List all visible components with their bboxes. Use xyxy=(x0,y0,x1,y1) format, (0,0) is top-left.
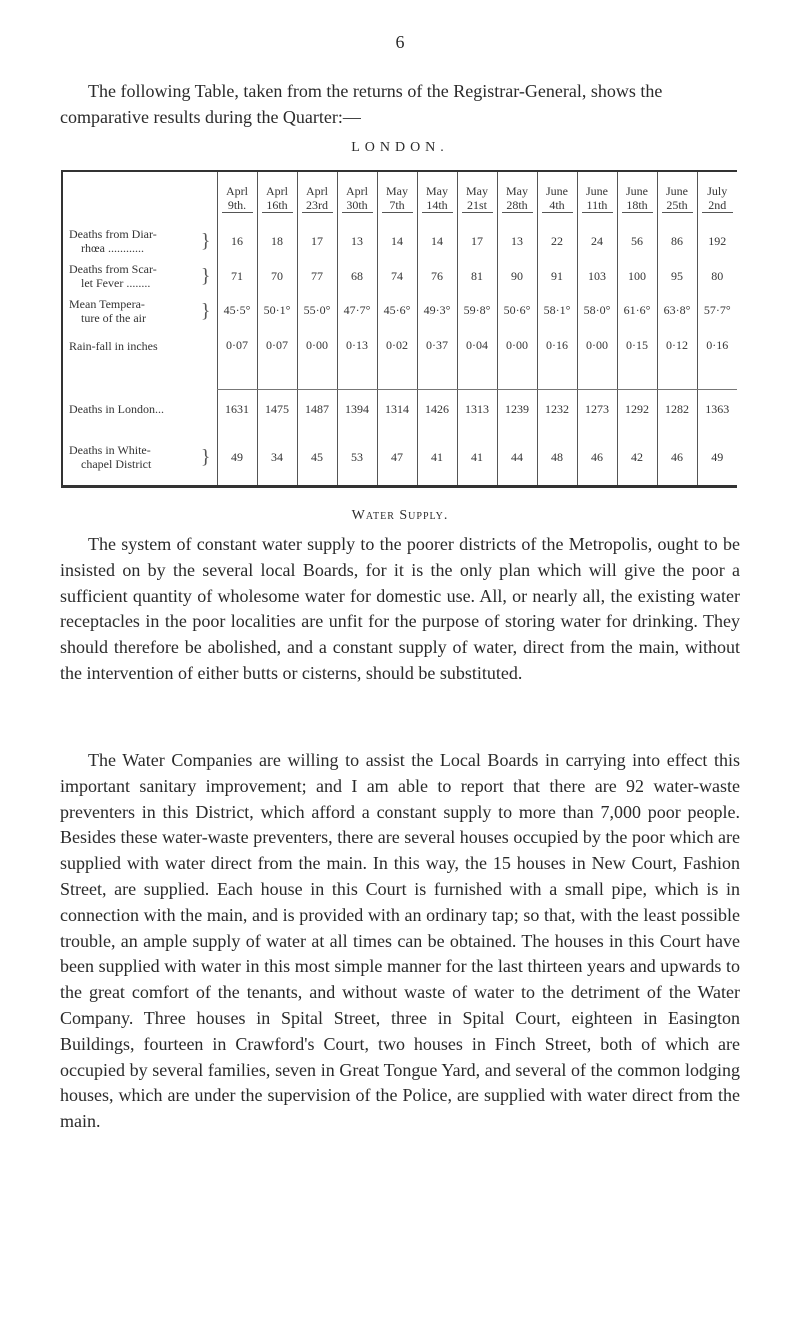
table-cell: 68 xyxy=(337,259,377,294)
table-cell: 1282 xyxy=(657,389,697,429)
table-cell: 1394 xyxy=(337,389,377,429)
spacer-cell xyxy=(497,363,537,389)
spacer-cell xyxy=(697,363,737,389)
table-cell: 63·8° xyxy=(657,294,697,329)
table-cell: 81 xyxy=(457,259,497,294)
column-header-day: 25th xyxy=(662,198,693,213)
table-cell: 34 xyxy=(257,429,297,485)
statistics-table-frame xyxy=(61,170,737,488)
column-header xyxy=(537,172,577,224)
column-header-day: 16th xyxy=(262,198,293,213)
table-cell: 49·3° xyxy=(417,294,457,329)
column-header xyxy=(377,172,417,224)
table-cell: 0·37 xyxy=(417,328,457,363)
spacer-cell xyxy=(377,363,417,389)
table-cell: 61·6° xyxy=(617,294,657,329)
table-cell: 41 xyxy=(417,429,457,485)
table-cell: 80 xyxy=(697,259,737,294)
spacer-cell xyxy=(617,363,657,389)
table-row-london xyxy=(63,389,737,429)
column-header-day: 21st xyxy=(462,198,493,213)
row-label-line: Deaths from Diar- xyxy=(69,227,157,242)
table-cell: 24 xyxy=(577,224,617,259)
column-header-month: May xyxy=(386,183,408,198)
page-number: 6 xyxy=(395,32,405,52)
row-label-line: Deaths in London... xyxy=(69,402,164,417)
intro-paragraph: The following Table, taken from the returns of the Registrar-General, shows the comparative results during the Quarter:— xyxy=(60,81,663,127)
spacer-cell xyxy=(63,363,217,389)
table-row xyxy=(63,294,737,329)
table-cell: 0·13 xyxy=(337,328,377,363)
table-cell: 46 xyxy=(657,429,697,485)
table-cell: 71 xyxy=(217,259,257,294)
column-header-day: 4th xyxy=(542,198,573,213)
row-label-line: Rain-fall in inches xyxy=(69,338,158,353)
column-header-month: June xyxy=(546,183,568,198)
table-body xyxy=(63,224,737,485)
column-header-month: Aprl xyxy=(266,183,288,198)
table-cell: 18 xyxy=(257,224,297,259)
row-label-line: Mean Tempera- xyxy=(69,296,145,311)
brace-icon: } xyxy=(200,299,211,322)
table-cell: 47 xyxy=(377,429,417,485)
column-header-month: June xyxy=(666,183,688,198)
table-cell: 22 xyxy=(537,224,577,259)
table-cell: 0·16 xyxy=(537,328,577,363)
table-cell: 86 xyxy=(657,224,697,259)
table-cell: 59·8° xyxy=(457,294,497,329)
table-cell: 0·07 xyxy=(217,328,257,363)
table-cell: 0·16 xyxy=(697,328,737,363)
column-header-month: Aprl xyxy=(346,183,368,198)
row-label-line: Deaths in White- xyxy=(69,443,151,458)
table-cell: 1232 xyxy=(537,389,577,429)
spacer-cell xyxy=(297,363,337,389)
table-cell: 46 xyxy=(577,429,617,485)
table-cell: 0·02 xyxy=(377,328,417,363)
body-paragraph: The system of constant water supply to the poorer districts of the Metropolis, ought to be insisted on by the several local Boards, for it is the only plan which will give the poor a sufficient quantity of wholesome water for domestic use. All, or nearly all, the existing water receptacles in the poor localities are unfit for the purpose of storing water for drinking. They should therefore be abolished, and a constant supply of water, direct from the main, without the intervention of either butts or cisterns, should be substituted. xyxy=(60,534,740,683)
column-header-day: 23rd xyxy=(302,198,333,213)
table-cell: 0·15 xyxy=(617,328,657,363)
table-cell: 50·1° xyxy=(257,294,297,329)
row-label xyxy=(63,389,217,429)
table-cell: 45 xyxy=(297,429,337,485)
table-cell: 0·00 xyxy=(497,328,537,363)
table-cell: 0·04 xyxy=(457,328,497,363)
table-cell: 0·00 xyxy=(577,328,617,363)
spacer-cell xyxy=(537,363,577,389)
table-cell: 57·7° xyxy=(697,294,737,329)
table-cell: 53 xyxy=(337,429,377,485)
column-header xyxy=(217,172,257,224)
column-header-month: May xyxy=(466,183,488,198)
spacer-cell xyxy=(257,363,297,389)
table-cell: 45·6° xyxy=(377,294,417,329)
table-cell: 1313 xyxy=(457,389,497,429)
row-label xyxy=(63,429,217,485)
table-cell: 192 xyxy=(697,224,737,259)
table-caption: LONDON. xyxy=(351,140,449,155)
table-row xyxy=(63,259,737,294)
table-cell: 17 xyxy=(457,224,497,259)
column-header-day: 28th xyxy=(502,198,533,213)
column-header-day: 9th. xyxy=(222,198,253,213)
spacer-cell xyxy=(417,363,457,389)
column-header xyxy=(257,172,297,224)
brace-icon: } xyxy=(200,265,211,288)
spacer-cell xyxy=(657,363,697,389)
table-cell: 1475 xyxy=(257,389,297,429)
table-cell: 74 xyxy=(377,259,417,294)
column-header-day: 7th xyxy=(382,198,413,213)
spacer-cell xyxy=(337,363,377,389)
table-cell: 58·0° xyxy=(577,294,617,329)
table-cell: 58·1° xyxy=(537,294,577,329)
table-cell: 90 xyxy=(497,259,537,294)
table-cell: 100 xyxy=(617,259,657,294)
table-cell: 17 xyxy=(297,224,337,259)
row-label xyxy=(63,294,217,329)
row-label xyxy=(63,224,217,259)
table-cell: 44 xyxy=(497,429,537,485)
table-cell: 1292 xyxy=(617,389,657,429)
brace-icon: } xyxy=(200,230,211,253)
table-cell: 0·12 xyxy=(657,328,697,363)
statistics-table xyxy=(63,172,737,485)
table-cell: 1314 xyxy=(377,389,417,429)
row-label-line: Deaths from Scar- xyxy=(69,262,157,277)
column-header xyxy=(337,172,377,224)
table-cell: 49 xyxy=(217,429,257,485)
table-cell: 14 xyxy=(377,224,417,259)
column-header-day: 11th xyxy=(582,198,613,213)
table-cell: 41 xyxy=(457,429,497,485)
column-header-month: May xyxy=(506,183,528,198)
table-cell: 0·07 xyxy=(257,328,297,363)
column-header xyxy=(577,172,617,224)
column-header-day: 30th xyxy=(342,198,373,213)
table-cell: 1239 xyxy=(497,389,537,429)
column-header-month: July xyxy=(707,183,728,198)
table-cell: 13 xyxy=(337,224,377,259)
column-header xyxy=(617,172,657,224)
table-cell: 1363 xyxy=(697,389,737,429)
spacer-cell xyxy=(217,363,257,389)
table-cell: 13 xyxy=(497,224,537,259)
table-cell: 50·6° xyxy=(497,294,537,329)
section-heading: Water Supply. xyxy=(351,508,449,523)
table-cell: 95 xyxy=(657,259,697,294)
table-cell: 48 xyxy=(537,429,577,485)
table-cell: 47·7° xyxy=(337,294,377,329)
table-cell: 1426 xyxy=(417,389,457,429)
column-header-day: 2nd xyxy=(702,198,734,213)
table-cell: 103 xyxy=(577,259,617,294)
table-cell: 0·00 xyxy=(297,328,337,363)
table-cell: 14 xyxy=(417,224,457,259)
body-paragraph: The Water Companies are willing to assist the Local Boards in carrying into effect this important sanitary improvement; and I am able to report that there are 92 water-waste preventers in this District, which afford a constant supply to more than 7,000 poor people. Besides these water-waste preventers, there are several houses occupied by the poor which are supplied with water direct from the main. In this way, the 15 houses in New Court, Fashion Street, are supplied. Each house in this Court is furnished with a small pipe, which is in connection with the main, and is provided with an ordinary tap; so that, with the least possible trouble, an ample supply of water at all times can be obtained. The houses in this Court have been supplied with water in this most simple manner for the last thirteen years and upwards to the great comfort of the tenants, and without waste of water to the detriment of the Water Company. Three houses in Spital Street, three in Spital Court, eighteen in Easington Buildings, fourteen in Crawford's Court, two houses in Finch Street, both of which are occupied by several families, seven in Great Tongue Yard, and several of the common lodging houses, which are under the supervision of the Police, are supplied with water direct from the main. xyxy=(60,750,740,1132)
row-label-line: rhœa ............ xyxy=(81,241,144,256)
table-cell: 49 xyxy=(697,429,737,485)
column-header xyxy=(457,172,497,224)
column-header-day: 14th xyxy=(422,198,453,213)
row-label-line: let Fever ........ xyxy=(81,276,151,291)
column-header-day: 18th xyxy=(622,198,653,213)
column-header xyxy=(657,172,697,224)
table-header-row xyxy=(63,172,737,224)
column-header-month: June xyxy=(626,183,648,198)
row-label-line: chapel District xyxy=(81,457,152,472)
table-cell: 1631 xyxy=(217,389,257,429)
table-cell: 16 xyxy=(217,224,257,259)
table-cell: 42 xyxy=(617,429,657,485)
column-header xyxy=(297,172,337,224)
brace-icon: } xyxy=(200,446,211,469)
table-cell: 56 xyxy=(617,224,657,259)
table-cell: 1487 xyxy=(297,389,337,429)
table-row-whitechapel xyxy=(63,429,737,485)
table-row xyxy=(63,328,737,363)
spacer-cell xyxy=(577,363,617,389)
table-spacer-row xyxy=(63,363,737,389)
column-header-month: Aprl xyxy=(226,183,248,198)
table-cell: 70 xyxy=(257,259,297,294)
table-cell: 55·0° xyxy=(297,294,337,329)
row-label-line: ture of the air xyxy=(81,310,146,325)
table-cell: 45·5° xyxy=(217,294,257,329)
column-header-month: Aprl xyxy=(306,183,328,198)
table-cell: 1273 xyxy=(577,389,617,429)
row-label xyxy=(63,259,217,294)
spacer-cell xyxy=(457,363,497,389)
column-header xyxy=(417,172,457,224)
header-corner xyxy=(63,172,217,224)
column-header xyxy=(697,172,737,224)
table-row xyxy=(63,224,737,259)
column-header xyxy=(497,172,537,224)
table-cell: 76 xyxy=(417,259,457,294)
row-label xyxy=(63,328,217,363)
table-cell: 77 xyxy=(297,259,337,294)
column-header-month: June xyxy=(586,183,608,198)
column-header-month: May xyxy=(426,183,448,198)
table-cell: 91 xyxy=(537,259,577,294)
